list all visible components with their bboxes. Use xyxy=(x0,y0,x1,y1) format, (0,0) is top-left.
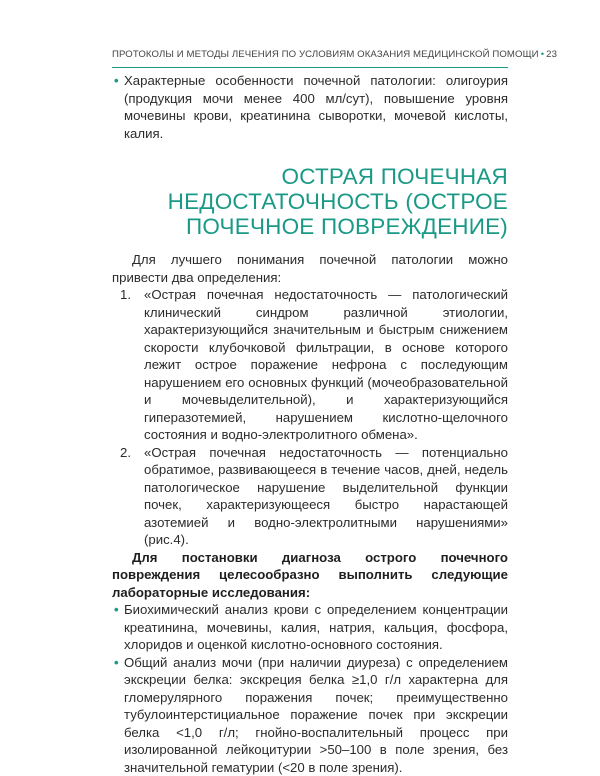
lab-test-text: Биохимический анализ крови с определением концентрации креатинина, мочевины, калия, натрия, кальция, фосфора, хлоридов и оценкой кислотно-основного состояния. xyxy=(124,602,508,652)
running-title: ПРОТОКОЛЫ И МЕТОДЫ ЛЕЧЕНИЯ ПО УСЛОВИЯМ ОКАЗАНИЯ МЕДИЦИНСКОЙ ПОМОЩИ xyxy=(112,49,539,60)
definition-item xyxy=(112,286,508,444)
bullet-text: Характерные особенности почечной патологии: олигоурия (продукция мочи менее 400 мл/сут), повышение уровня мочевины крови, креатинина сыворотки, мочевой кислоты, калия. xyxy=(124,73,508,141)
section-title-line-2: НЕДОСТАТОЧНОСТЬ (ОСТРОЕ xyxy=(168,189,508,214)
bullet-icon: • xyxy=(114,72,119,90)
list-item xyxy=(112,601,508,654)
section-title-line-1: ОСТРАЯ ПОЧЕЧНАЯ xyxy=(282,164,508,189)
definition-text: «Острая почечная недостаточность — потенциально обратимое, развивающееся в течение часов, дней, недель патологическое нарушение выделительной функции почек, характеризующееся быстро нарастающей азотемией и водно-электролитными нарушениями» (рис.4). xyxy=(144,445,508,548)
running-header xyxy=(112,49,506,60)
list-item xyxy=(112,654,508,776)
section-title-line-3: ПОЧЕЧНОЕ ПОВРЕЖДЕНИЕ) xyxy=(186,214,508,239)
definitions-list xyxy=(112,286,508,549)
page-content xyxy=(112,72,508,776)
page-number: 23 xyxy=(546,49,557,60)
intro-paragraph: Для лучшего понимания почечной патологии можно привести два определения: xyxy=(112,251,508,286)
header-separator: • xyxy=(539,49,546,60)
top-bullet-list xyxy=(112,72,508,142)
definition-number: 1. xyxy=(120,286,131,304)
definition-item xyxy=(112,444,508,549)
bullet-icon: • xyxy=(114,601,119,619)
bullet-icon: • xyxy=(114,654,119,672)
section-title xyxy=(112,164,508,239)
list-item xyxy=(112,72,508,142)
diagnosis-lead-paragraph: Для постановки диагноза острого почечного повреждения целесообразно выполнить следующие лабораторные исследования: xyxy=(112,549,508,602)
definition-number: 2. xyxy=(120,444,131,462)
lab-test-text: Общий анализ мочи (при наличии диуреза) с определением экскреции белка: экскреция белка ≥1,0 г/л характерна для гломерулярного поражения почек; преимущественно тубулоинтерстициальное поражение почек при экскреции белка <1,0 г/л; гнойно-воспалительный процесс при изолированной лейкоцитурии >50–100 в поле зрения, без значительной гематурии (<20 в поле зрения). xyxy=(124,655,508,775)
header-rule xyxy=(112,67,508,68)
definition-text: «Острая почечная недостаточность — патологический клинический синдром различной этиологии, характеризующийся значительным и быстрым снижением скорости клубочковой фильтрации, в основе которого лежит острое поражение нефрона с последующим нарушением его основных функций (мочеобразовательной и мочевыделительной), и характеризующийся гиперазотемией, нарушением кислотно-щелочного состояния и водно-электролитного обмена». xyxy=(144,287,508,442)
